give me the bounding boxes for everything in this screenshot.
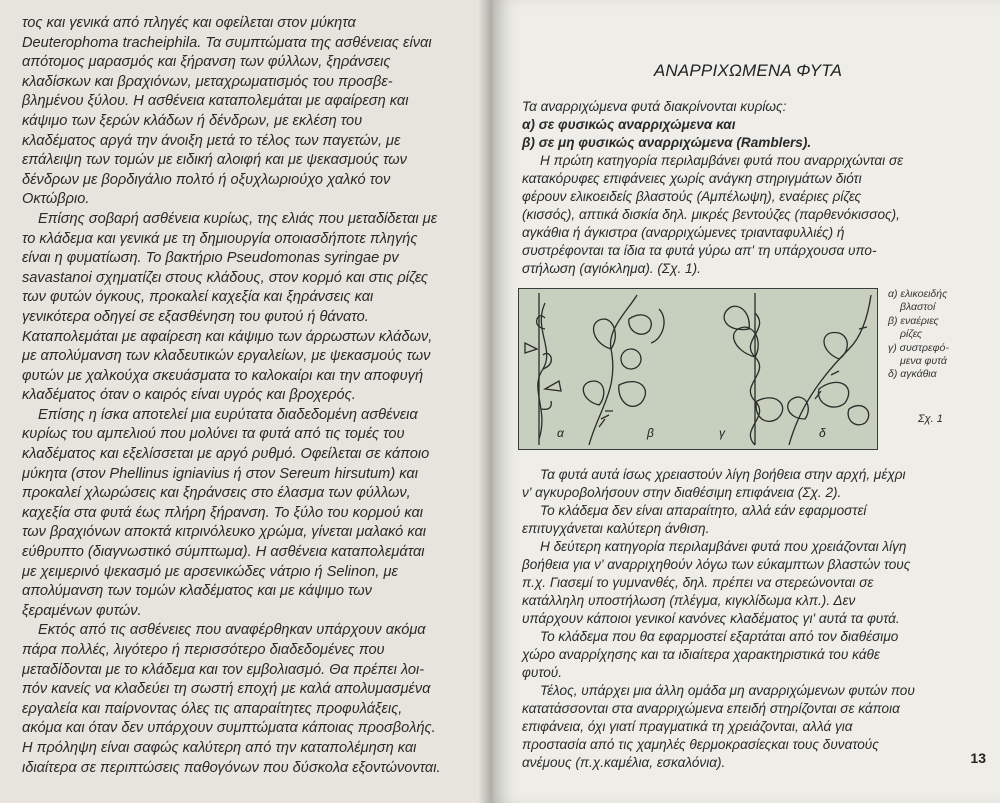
climbing-plants-illustration: [519, 289, 876, 448]
figure-legend: [888, 288, 988, 382]
text-line: Τέλος, υπάρχει μια άλλη ομάδα μη αναρριχώμενων φυτών που: [540, 683, 915, 698]
text-line: Η πρώτη κατηγορία περιλαμβάνει φυτά που αναρριχώνται σε: [540, 153, 904, 168]
paragraph-other-group: [522, 682, 974, 772]
paragraph-pruning: [522, 502, 974, 538]
legend-entry: βλαστοί: [900, 301, 936, 314]
legend-entry: γ) συστρεφό-: [888, 341, 949, 354]
text-line: Το κλάδεμα που θα εφαρμοστεί εξαρτάται από τον διαθέσιμο: [540, 629, 899, 644]
legend-entry: β) εναέριες: [888, 314, 939, 327]
left-text-line: ιδιαίτερα σε περιπτώσεις παθογόνων που δύσκολα εξοντώνονται.: [22, 759, 441, 776]
left-page-text: [22, 14, 484, 778]
left-text-line: των βραχιόνων αποκτά κιτρινόλευκο χρώμα, γίνεται μαλακό και: [22, 524, 427, 541]
left-text-line: με απολύμανση των κλαδευτικών εργαλείων, με ψεκασμούς των: [22, 348, 431, 365]
left-text-line: φυτών με χαλκούχα σκευάσματα το καλοκαίρι και την αποφυγή: [22, 367, 424, 384]
left-text-line: Καταπολεμάται με αφαίρεση και κάψιμο των άρρωστων κλάδων,: [22, 328, 433, 345]
left-text-line: απότομος μαρασμός και ξήρανση των φύλλων, ξηράνσεις: [22, 54, 391, 71]
text-line: χώρο αναρρίχησης και τα ιδιαίτερα χαρακτηριστικά του κάθε: [522, 647, 880, 662]
left-text-line: πόν κανείς να κλαδεύει τη σωστή εποχή με καλά απολυμασμένα: [22, 681, 431, 698]
left-text-line: τος και γενικά από πληγές και οφείλεται στον μύκητα: [22, 15, 356, 31]
text-line: φέρουν ελικοειδείς βλαστούς (Αμπέλωψη), εναέριες ρίζες: [522, 189, 862, 204]
legend-entry: ρίζες: [900, 328, 923, 341]
item-b: β) σε μη φυσικώς αναρριχώμενα (Ramblers).: [522, 135, 812, 150]
left-text-line: κλαδίσκων και βραχιόνων, μεταχρωματισμός του προσβε-: [22, 73, 393, 90]
paragraph-first-category: [522, 152, 974, 278]
text-line: ανέμους (π.χ.καμέλια, εσκαλόνια).: [522, 755, 726, 770]
left-text-line: ξεραμένων φυτών.: [22, 602, 142, 619]
text-line: (κισσός), απτικά δισκία δηλ. μικρές βεντούζες (παρθενόκισσος),: [522, 207, 900, 222]
left-text-line: με χειμερινό ψεκασμό με αρσενικώδες νάτριο ή Selinon, με: [22, 563, 398, 580]
left-text-line: Επίσης η ίσκα αποτελεί μια ευρύτατα διαδεδομένη ασθένεια: [38, 406, 418, 423]
left-text-line: κάψιμο των ξερών κλάδων ή δένδρων, με εκλέση του: [22, 112, 363, 129]
legend-entry: α) ελικοειδής: [888, 288, 948, 300]
text-line: Τα φυτά αυτά ίσως χρειαστούν λίγη βοήθεια στην αρχή, μέχρι: [540, 467, 906, 482]
figure-caption: Σχ. 1: [918, 413, 943, 425]
panel-label-g: γ: [719, 426, 725, 440]
text-line: στήλωση (αγιόκλημα). (Σχ. 1).: [522, 261, 701, 276]
text-line: βοήθεια για ν' αναρριχηθούν λόγω των εύκαμπτων βλαστών τους: [522, 557, 911, 572]
left-text-line: προκαλεί χλωρώσεις και ξηράνσεις στο έλασμα των φύλλων,: [22, 485, 411, 502]
text-line: κατακόρυφες επιφάνειες χωρίς ανάγκη στηριγμάτων διότι: [522, 171, 862, 186]
panel-label-a: α: [557, 426, 564, 440]
text-line: Το κλάδεμα δεν είναι απαραίτητο, αλλά εάν εφαρμοστεί: [540, 503, 867, 518]
legend-entry: μενα φυτά: [900, 355, 947, 368]
left-text-line: το κλάδεμα και γενικά με τη δημιουργία οποιασδήποτε πληγής: [22, 230, 418, 247]
left-text-line: κυρίως του αμπελιού που μολύνει τα φυτά από τις τομές του: [22, 426, 405, 443]
figure-illustration: [518, 288, 878, 450]
left-text-line: των φυτών όγκους, προκαλεί καχεξία και ξηράνσεις και: [22, 289, 374, 306]
left-text-line: καχεξία στα φυτά έως πλήρη ξήρανση. Το ξύλο του κορμού και: [22, 504, 424, 521]
figure-1: [518, 288, 974, 456]
paragraph-second-category: [522, 538, 974, 628]
text-line: υπάρχουν κάποιοι γενικοί κανόνες κλαδέματος γι' αυτά τα φυτά.: [522, 611, 900, 626]
text-line: επιτυγχάνεται καλύτερη άνθιση.: [522, 521, 710, 536]
left-text-line: πάρα πολλές, λιγότερο ή περισσότερο διαδεδομένες που: [22, 642, 385, 658]
text-line: προστασία από τις χαμηλές θερμοκρασίεςκαι τους δυνατούς: [522, 737, 879, 752]
left-page: [0, 0, 492, 803]
text-line: αγκάθια ή άγκιστρα (αναρριχώμενες τριανταφυλλιές) ή: [522, 225, 845, 240]
text-line: κατατάσσονται στα αναρριχώμενα επειδή στηρίζονται σε κάποια: [522, 701, 900, 716]
text-line: Η δεύτερη κατηγορία περιλαμβάνει φυτά που χρειάζονται λίγη: [540, 539, 907, 554]
right-page: [492, 0, 1000, 803]
intro-line: Τα αναρριχώμενα φυτά διακρίνονται κυρίως:: [522, 99, 787, 114]
paragraph-pruning-space: [522, 628, 974, 682]
left-text-line: βλημένου ξύλου. Η ασθένεια καταπολεμάται με αφαίρεση και: [22, 93, 409, 110]
panel-label-b: β: [647, 426, 654, 440]
left-text-line: επάλειψη των τομών με ειδική αλοιφή και με ψεκασμούς των: [22, 152, 407, 169]
left-text-line: Η πρόληψη είναι σαφώς καλύτερη από την καταπολέμηση και: [22, 739, 417, 756]
text-line: επιφάνεια, όχι γιατί πραγματικά τη χρειάζονται, αλλά για: [522, 719, 853, 734]
text-line: ν' αγκυροβολήσουν στην διαθέσιμη επιφάνεια (Σχ. 2).: [522, 485, 842, 500]
left-text-line: κλαδέματος και εξελίσσεται με αργό ρυθμό. Οφείλεται σε κάποιο: [22, 446, 430, 463]
left-text-line: εύθρυπτο (διαγνωστικό σύμπτωμα). Η ασθένεια καταπολεμάται: [22, 544, 425, 561]
left-text-line: κλαδέματος όταν ο καιρός είναι υγρός και βροχερός.: [22, 387, 356, 404]
left-text-line: Deuterophoma tracheiphila. Τα συμπτώματα της ασθένειας είναι: [22, 34, 432, 51]
left-text-line: απολύμανση των τομών κλαδέματος και με κάψιμο των: [22, 583, 372, 600]
left-text-line: εργαλεία και παίρνοντας όλες τις απαραίτητες προφυλάξεις,: [22, 700, 403, 717]
left-text-line: δένδρων με βορδιγάλιο πολτό ή οξυχλωριούχο χαλκό τον: [22, 171, 391, 188]
left-text-line: γενικότερα οδηγεί σε εξασθένηση του φυτού ή θάνατο.: [22, 308, 369, 325]
left-text-line: μύκητα (στον Phellinus igniavius ή στον Sereum hirsutum) και: [22, 465, 418, 482]
page-number: 13: [970, 750, 986, 766]
panel-label-d: δ: [819, 426, 826, 440]
text-line: κατάλληλη υποστήλωση (πλέγμα, κιγκλίδωμα κλπ.). Δεν: [522, 593, 856, 608]
left-text-line: κλαδέματος αργά την άνοιξη μετά το τέλος των παγετών, με: [22, 132, 401, 149]
text-line: π.χ. Γιασεμί το γυμνανθές, δηλ. πρέπει να στερεώνονται σε: [522, 575, 874, 590]
legend-entry: δ) αγκάθια: [888, 368, 937, 381]
left-text-line: μεταδίδονται με το κλάδεμα και τον εμβολιασμό. Θα πρέπει λοι-: [22, 661, 425, 678]
text-line: φυτού.: [522, 665, 563, 680]
left-text-line: Επίσης σοβαρή ασθένεια κυρίως, της ελιάς που μεταδίδεται με: [38, 210, 438, 227]
section-title: ΑΝΑΡΡΙΧΩΜΕΝΑ ΦΥΤΑ: [653, 61, 843, 80]
left-text-line: Οκτώβριο.: [22, 191, 90, 208]
left-text-line: είναι η φυματίωση. Το βακτήριο Pseudomonas syringae pv: [22, 250, 399, 267]
text-line: συστρέφονται τα ίδια τα φυτά γύρω απ' τη υπάρχουσα υπο-: [522, 243, 877, 258]
item-a: α) σε φυσικώς αναρριχώμενα και: [522, 117, 736, 132]
left-text-line: savastanoi σχηματίζει στους κλάδους, στον κορμό και στις ρίζες: [22, 269, 428, 286]
paragraph-help: [522, 466, 974, 502]
left-text-line: ακόμα και όταν δεν υπάρχουν συμπτώματα κάποιας προσβολής.: [22, 720, 436, 737]
left-text-line: Εκτός από τις ασθένειες που αναφέρθηκαν υπάρχουν ακόμα: [38, 622, 426, 639]
